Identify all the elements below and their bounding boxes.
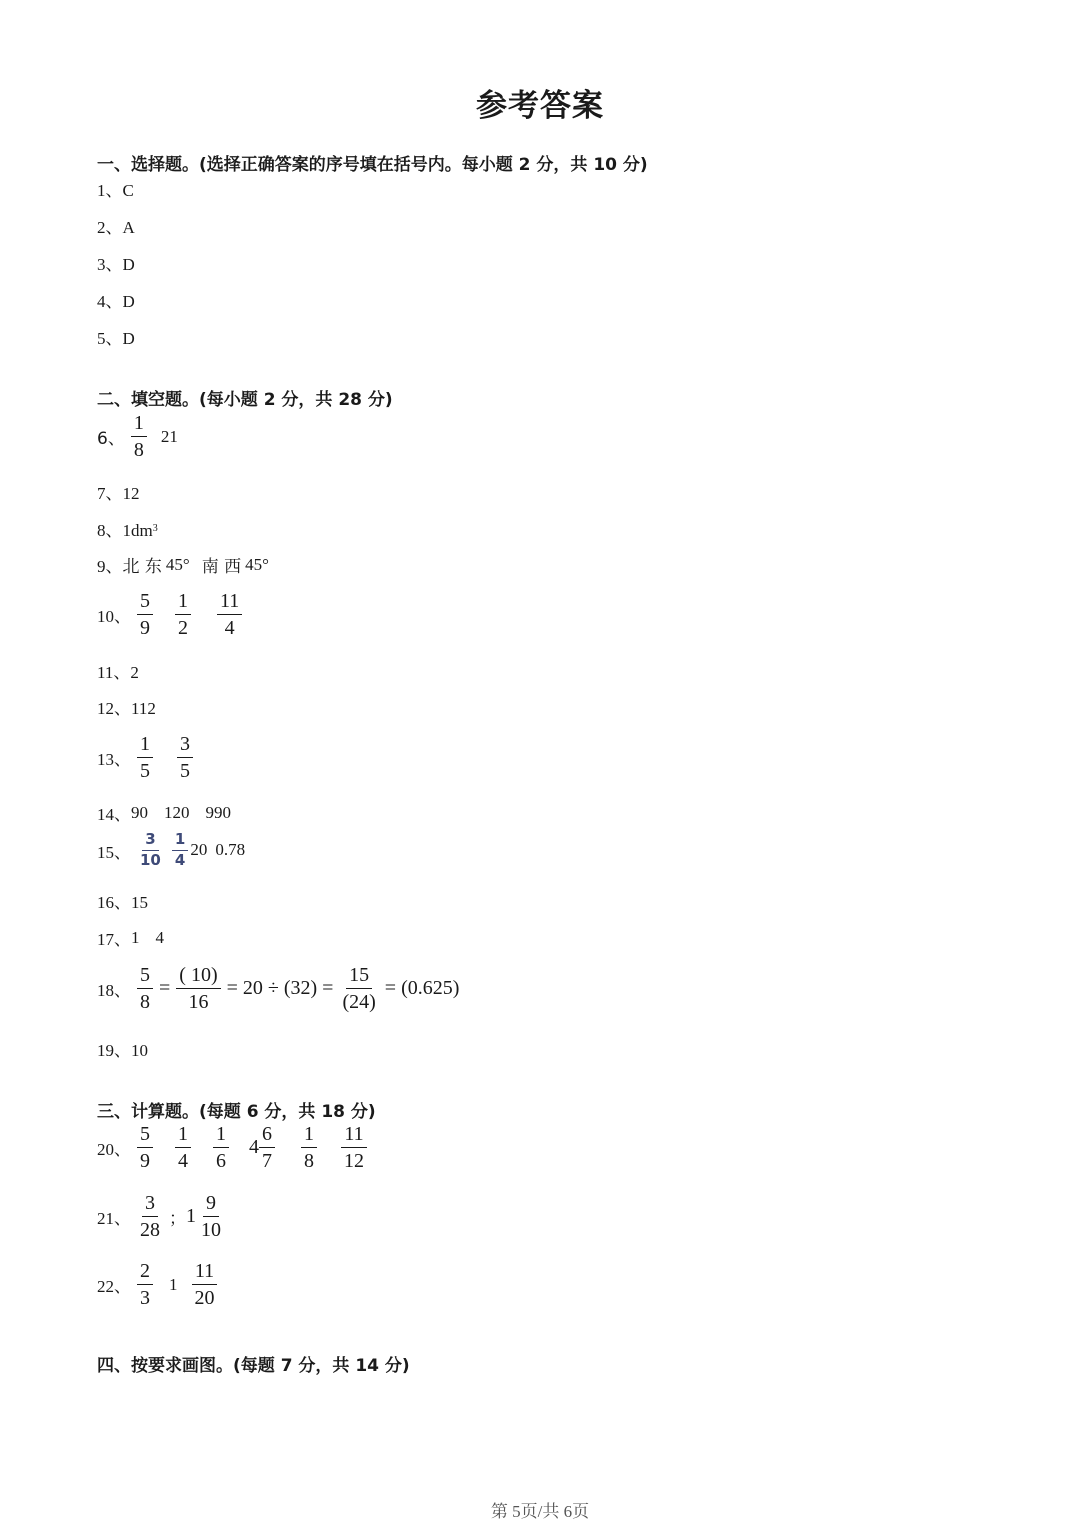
numerator: 3 <box>177 731 193 758</box>
denominator: 10 <box>201 1219 221 1241</box>
numerator: 1 <box>131 410 147 437</box>
answer-label: 22、 <box>97 1277 131 1296</box>
answer-10 <box>97 588 248 641</box>
answer-label: 14、 <box>97 805 131 824</box>
numerator: 5 <box>137 588 153 615</box>
answer-20 <box>97 1121 373 1174</box>
whole-number: 1 <box>169 1274 178 1294</box>
denominator: 8 <box>304 1150 314 1172</box>
numerator: 1 <box>137 731 153 758</box>
answer-11: 11、2 <box>97 663 139 682</box>
answer-1: 1、C <box>97 181 134 200</box>
fraction <box>341 1121 367 1174</box>
whole-number: 1 <box>186 1205 196 1227</box>
equals-sign: = <box>159 977 171 999</box>
numerator: 5 <box>137 962 153 989</box>
answer-value: 4 <box>155 927 164 947</box>
answer-8 <box>97 516 158 541</box>
numerator: 2 <box>137 1258 153 1285</box>
numerator: 9 <box>203 1190 219 1217</box>
fraction <box>175 1121 191 1174</box>
answer-14 <box>97 800 231 825</box>
answer-15 <box>97 830 245 870</box>
answer-5: 5、D <box>97 329 135 348</box>
expression: = 20 ÷ (32) = <box>226 977 334 999</box>
denominator: 2 <box>178 617 188 639</box>
page-title: 参考答案 <box>476 88 604 124</box>
section-heading-drawing: 四、按要求画图。(每题 7 分，共 14 分) <box>97 1356 410 1376</box>
fraction <box>137 1190 163 1243</box>
answer-6 <box>97 410 178 463</box>
fraction <box>213 1121 229 1174</box>
direction-text: 南 西 <box>201 557 242 577</box>
fraction <box>192 1258 218 1311</box>
answer-7: 7、12 <box>97 484 140 503</box>
numerator: 11 <box>341 1121 366 1148</box>
section-heading-choice: 一、选择题。(选择正确答案的序号填在括号内。每小题 2 分，共 10 分) <box>97 155 648 175</box>
answer-label: 10、 <box>97 607 131 626</box>
numerator: 1 <box>301 1121 317 1148</box>
fraction <box>217 588 242 641</box>
answer-12: 12、112 <box>97 699 156 718</box>
fraction <box>137 1258 153 1311</box>
denominator: 6 <box>216 1150 226 1172</box>
denominator: 20 <box>194 1287 215 1309</box>
answer-22 <box>97 1258 224 1311</box>
denominator: 3 <box>140 1287 150 1309</box>
answer-label: 8、1dm <box>97 521 153 540</box>
numerator: 11 <box>217 588 242 615</box>
answer-13 <box>97 731 199 784</box>
numerator: 6 <box>259 1121 275 1148</box>
answer-16: 16、15 <box>97 893 148 912</box>
answer-value: 20 <box>190 840 208 859</box>
numerator: 15 <box>346 962 372 989</box>
numerator: ( 10) <box>176 962 220 989</box>
denominator: 28 <box>140 1219 160 1241</box>
answer-label: 21、 <box>97 1209 131 1228</box>
answer-9 <box>97 552 269 577</box>
denominator: 8 <box>140 991 150 1013</box>
answer-19: 19、10 <box>97 1041 148 1060</box>
superscript: 3 <box>152 523 158 534</box>
numerator: 5 <box>137 1121 153 1148</box>
fraction <box>339 962 378 1015</box>
denominator: 8 <box>133 439 144 461</box>
fraction <box>137 962 153 1015</box>
answer-17 <box>97 925 164 950</box>
denominator: 10 <box>140 850 161 869</box>
section-heading-calc: 三、计算题。(每题 6 分，共 18 分) <box>97 1102 376 1122</box>
answer-3: 3、D <box>97 255 135 274</box>
answer-value: 1 <box>131 927 140 947</box>
answer-value: 120 <box>164 802 190 822</box>
answer-label: 9、 <box>97 557 123 576</box>
fraction <box>177 731 193 784</box>
answer-label: 20、 <box>97 1140 131 1159</box>
fraction <box>131 410 147 463</box>
answer-value: 21 <box>160 426 178 446</box>
page-footer: 第 5页/共 6页 <box>490 1502 590 1521</box>
denominator: 7 <box>262 1150 272 1172</box>
direction-text: 北 东 <box>122 557 162 577</box>
numerator: 3 <box>142 830 158 851</box>
angle-value: 45° <box>165 554 190 574</box>
numerator: 1 <box>175 1121 191 1148</box>
denominator: 5 <box>140 760 150 782</box>
answer-label: 13、 <box>97 750 131 769</box>
fraction <box>175 588 191 641</box>
fraction <box>172 830 188 870</box>
expression: = (0.625) <box>384 977 460 999</box>
angle-value: 45° <box>245 554 269 574</box>
denominator: 9 <box>140 1150 150 1172</box>
answer-value: 990 <box>205 802 231 822</box>
numerator: 11 <box>192 1258 217 1285</box>
answer-4: 4、D <box>97 292 135 311</box>
fraction <box>137 731 153 784</box>
fraction <box>198 1190 224 1243</box>
answer-18 <box>97 962 459 1015</box>
answer-label: 15、 <box>97 842 131 862</box>
fraction <box>176 962 220 1015</box>
denominator: (24) <box>342 991 376 1013</box>
separator: ； <box>169 1209 186 1229</box>
denominator: 16 <box>188 991 209 1013</box>
answer-label: 18、 <box>97 981 131 1000</box>
answer-2: 2、A <box>97 218 135 237</box>
numerator: 1 <box>172 830 188 851</box>
answer-label: 17、 <box>97 930 131 949</box>
denominator: 5 <box>180 760 190 782</box>
numerator: 1 <box>213 1121 229 1148</box>
denominator: 4 <box>178 1150 188 1172</box>
answer-value: 0.78 <box>215 840 246 859</box>
answer-value: 90 <box>131 802 148 822</box>
numerator: 3 <box>142 1190 158 1217</box>
fraction <box>137 1121 153 1174</box>
section-heading-fill: 二、填空题。(每小题 2 分，共 28 分) <box>97 390 393 410</box>
denominator: 12 <box>344 1150 364 1172</box>
fraction <box>137 588 153 641</box>
fraction <box>137 830 164 870</box>
answer-21 <box>97 1190 230 1243</box>
fraction <box>259 1121 275 1174</box>
whole-number: 4 <box>249 1136 259 1158</box>
fraction <box>301 1121 317 1174</box>
denominator: 9 <box>140 617 150 639</box>
denominator: 4 <box>224 617 235 639</box>
denominator: 4 <box>174 850 186 869</box>
numerator: 1 <box>175 588 191 615</box>
answer-label: 6、 <box>97 429 125 449</box>
